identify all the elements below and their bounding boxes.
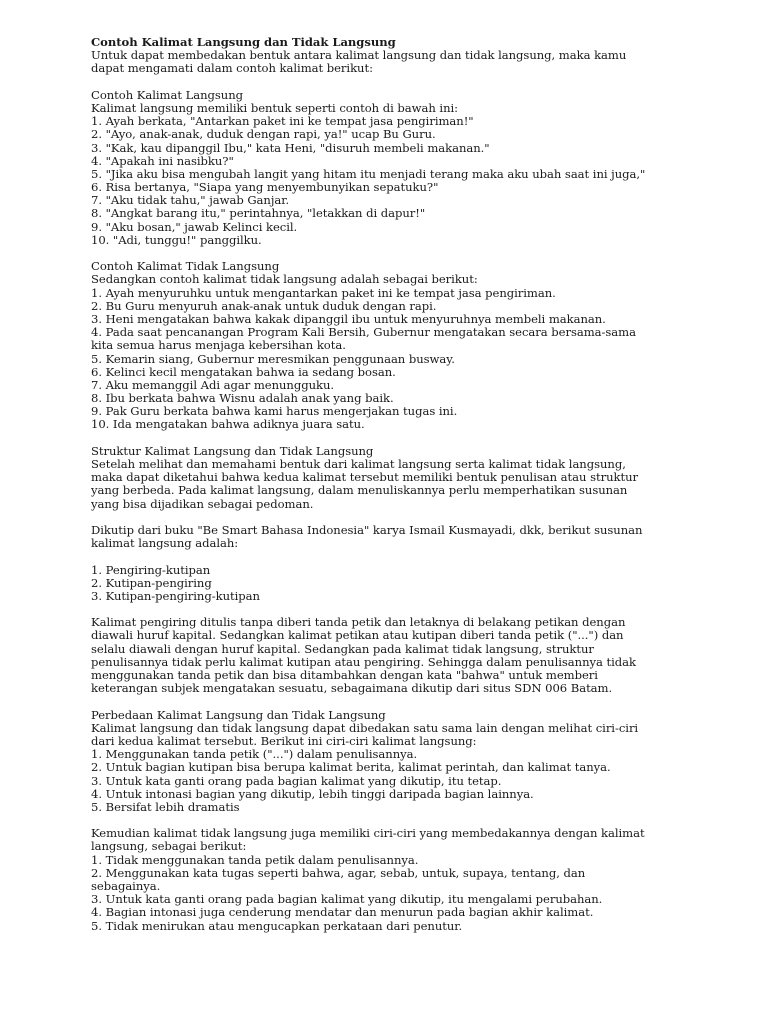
list-item: 1. Tidak menggunakan tanda petik dalam penulisannya. [91,852,419,867]
section-heading-structure: Struktur Kalimat Langsung dan Tidak Langsung [91,443,374,458]
list-item: 5. Bersifat lebih dramatis [91,799,240,814]
paragraph-line: keterangan subjek mengatakan sesuatu, sebagaimana dikutip dari situs SDN 006 Batam. [91,681,613,696]
paragraph-line: Setelah melihat dan memahami bentuk dari kalimat langsung serta kalimat tidak langsung, [91,457,626,471]
list-item: 4. "Apakah ini nasibku?" [91,153,234,168]
intro-line: Untuk dapat membedakan bentuk antara kalimat langsung dan tidak langsung, maka kamu [91,48,627,63]
list-item: 3. Untuk kata ganti orang pada bagian kalimat yang dikutip, itu tetap. [91,773,502,788]
list-item: 9. "Aku bosan," jawab Kelinci kecil. [91,219,298,234]
list-item: 1. Menggunakan tanda petik ("...") dalam penulisannya. [91,747,418,762]
list-item: 6. Risa bertanya, "Siapa yang menyembunyikan sepatuku?" [91,180,439,195]
intro-line: dapat mengamati dalam contoh kalimat berikut: [91,61,373,76]
paragraph-line: Dikutip dari buku "Be Smart Bahasa Indonesia" karya Ismail Kusmayadi, dkk, berikut susunan [91,522,643,537]
list-item: 3. Untuk kata ganti orang pada bagian kalimat yang dikutip, itu mengalami perubahan. [91,892,603,907]
paragraph-line: Kalimat langsung dan tidak langsung dapat dibedakan satu sama lain dengan melihat ciri-ciri [91,720,639,735]
section-lead: Kalimat langsung memiliki bentuk seperti contoh di bawah ini: [91,100,459,115]
paragraph-gap [91,695,751,708]
list-item: 4. Bagian intonasi juga cenderung mendatar dan menurun pada bagian akhir kalimat. [91,905,594,920]
paragraph-line: Kalimat pengiring ditulis tanpa diberi tanda petik dan letaknya di belakang petikan dengan [91,615,626,630]
paragraph-line: yang bisa dijadikan sebagai pedoman. [91,496,314,511]
list-item: 10. "Adi, tunggu!" panggilku. [91,232,262,247]
paragraph-line: kalimat langsung adalah: [91,536,239,551]
list-item: 3. Kutipan-pengiring-kutipan [91,588,260,603]
list-item: 8. Ibu berkata bahwa Wisnu adalah anak yang baik. [91,391,394,406]
section-heading-indirect-examples: Contoh Kalimat Tidak Langsung [91,259,280,274]
paragraph-line: dari kedua kalimat tersebut. Berikut ini ciri-ciri kalimat langsung: [91,733,477,748]
list-item: 2. Bu Guru menyuruh anak-anak untuk duduk dengan rapi. [91,298,437,313]
list-item: 10. Ida mengatakan bahwa adiknya juara satu. [91,417,365,432]
list-item: 5. Tidak menirukan atau mengucapkan perkataan dari penutur. [91,918,463,933]
paragraph-line: menggunakan tanda petik dan bisa ditambahkan dengan kata "bahwa" untuk memberi [91,668,598,682]
list-item: 2. "Ayo, anak-anak, duduk dengan rapi, ya!" ucap Bu Guru. [91,127,436,142]
paragraph-line: yang berbeda. Pada kalimat langsung, dalam menuliskannya perlu memperhatikan susunan [91,483,628,498]
document-body [91,36,751,933]
list-item: 2. Untuk bagian kutipan bisa berupa kalimat berita, kalimat perintah, dan kalimat tanya. [91,760,611,775]
list-item: 7. Aku memanggil Adi agar menungguku. [91,377,335,392]
paragraph-line: penulisannya tidak perlu kalimat kutipan atau pengiring. Sehingga dalam penulisannya tidak [91,654,636,669]
paragraph-line: langsung, sebagai berikut: [91,839,247,854]
list-item: 1. Ayah berkata, "Antarkan paket ini ke tempat jasa pengiriman!" [91,114,474,129]
list-item: 5. "Jika aku bisa mengubah langit yang hitam itu menjadi terang maka aku ubah saat ini juga," [91,166,646,181]
list-item: 2. Kutipan-pengiring [91,575,212,590]
paragraph-gap [91,511,751,524]
list-item: 6. Kelinci kecil mengatakan bahwa ia sedang bosan. [91,364,396,379]
list-item: 9. Pak Guru berkata bahwa kami harus mengerjakan tugas ini. [91,404,458,419]
paragraph-gap [91,432,751,445]
list-item: 5. Kemarin siang, Gubernur meresmikan penggunaan busway. [91,351,455,366]
section-lead: Sedangkan contoh kalimat tidak langsung adalah sebagai berikut: [91,272,478,287]
section-heading-differences: Perbedaan Kalimat Langsung dan Tidak Langsung [91,707,386,722]
section-heading-direct-examples: Contoh Kalimat Langsung [91,87,244,102]
list-item: 1. Ayah menyuruhku untuk mengantarkan paket ini ke tempat jasa pengiriman. [91,285,556,300]
paragraph-line: Kemudian kalimat tidak langsung juga memiliki ciri-ciri yang membedakannya dengan kalimat [91,826,645,841]
list-item: 1. Pengiring-kutipan [91,562,211,577]
paragraph-gap [91,76,751,89]
paragraph-gap [91,550,751,563]
paragraph-line: selalu diawali dengan huruf kapital. Sedangkan pada kalimat tidak langsung, struktur [91,641,594,656]
list-item: 8. "Angkat barang itu," perintahnya, "letakkan di dapur!" [91,206,426,221]
list-item-continuation: kita semua harus menjaga kebersihan kota. [91,338,346,353]
list-item: 4. Untuk intonasi bagian yang dikutip, lebih tinggi daripada bagian lainnya. [91,786,534,801]
list-item: 3. "Kak, kau dipanggil Ibu," kata Heni, "disuruh membeli makanan." [91,140,490,155]
paragraph-line: diawali huruf kapital. Sedangkan kalimat petikan atau kutipan diberi tanda petik ("...") dan [91,628,624,643]
list-item: 2. Menggunakan kata tugas seperti bahwa, agar, sebab, untuk, supaya, tentang, dan [91,865,586,880]
list-item-continuation: sebagainya. [91,879,161,893]
document-title: Contoh Kalimat Langsung dan Tidak Langsung [91,35,396,49]
list-item: 4. Pada saat pencanangan Program Kali Bersih, Gubernur mengatakan secara bersama-sama [91,325,636,340]
list-item: 7. "Aku tidak tahu," jawab Ganjar. [91,193,290,208]
paragraph-line: maka dapat diketahui bahwa kedua kalimat tersebut memiliki bentuk penulisan atau struktur [91,470,638,485]
list-item: 3. Heni mengatakan bahwa kakak dipanggil ibu untuk menyuruhnya membeli makanan. [91,311,606,326]
